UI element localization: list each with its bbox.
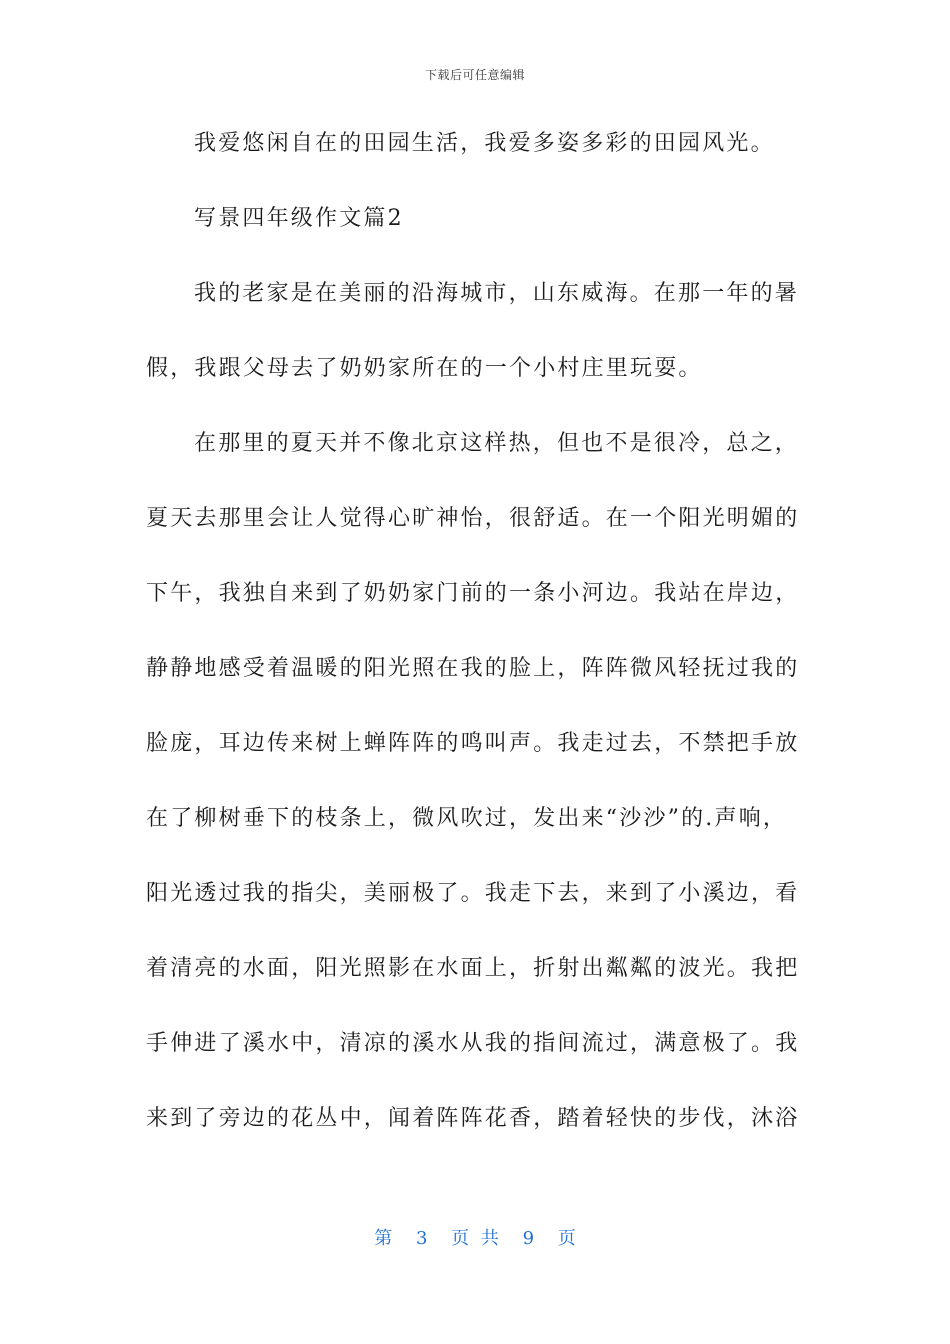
footer-suffix: 页	[557, 1228, 576, 1249]
footer-middle: 页 共	[451, 1228, 499, 1249]
footer-page-number: 3	[415, 1228, 428, 1249]
footer-total-pages: 9	[522, 1228, 535, 1249]
document-body	[146, 118, 800, 1168]
paragraph-line: 假，我跟父母去了奶奶家所在的一个小村庄里玩耍。	[146, 356, 703, 381]
section-heading: 写景四年级作文篇2	[194, 206, 404, 231]
paragraph-line: 脸庞，耳边传来树上蝉阵阵的鸣叫声。我走过去，不禁把手放	[146, 731, 800, 756]
footer-prefix: 第	[374, 1228, 393, 1249]
header-note: 下载后可任意编辑	[424, 68, 525, 82]
paragraph-line: 夏天去那里会让人觉得心旷神怡，很舒适。在一个阳光明媚的	[146, 506, 800, 531]
paragraph-line: 在那里的夏天并不像北京这样热，但也不是很冷，总之，	[194, 431, 800, 456]
paragraph-line: 着清亮的水面，阳光照影在水面上，折射出粼粼的波光。我把	[146, 956, 800, 981]
paragraph-line: 静静地感受着温暖的阳光照在我的脸上，阵阵微风轻抚过我的	[146, 656, 800, 681]
paragraph-line: 阳光透过我的指尖，美丽极了。我走下去，来到了小溪边，看	[146, 881, 800, 906]
paragraph-line: 下午，我独自来到了奶奶家门前的一条小河边。我站在岸边，	[146, 581, 800, 606]
paragraph-line: 手伸进了溪水中，清凉的溪水从我的指间流过，满意极了。我	[146, 1031, 800, 1056]
page-footer	[0, 1224, 950, 1250]
paragraph-line: 来到了旁边的花丛中，闻着阵阵花香，踏着轻快的步伐，沐浴	[146, 1106, 800, 1131]
paragraph-line: 我的老家是在美丽的沿海城市，山东威海。在那一年的暑	[194, 281, 800, 306]
paragraph-line: 在了柳树垂下的枝条上，微风吹过，发出来“沙沙”的.声响，	[146, 806, 788, 831]
paragraph-line: 我爱悠闲自在的田园生活，我爱多姿多彩的田园风光。	[194, 131, 775, 156]
